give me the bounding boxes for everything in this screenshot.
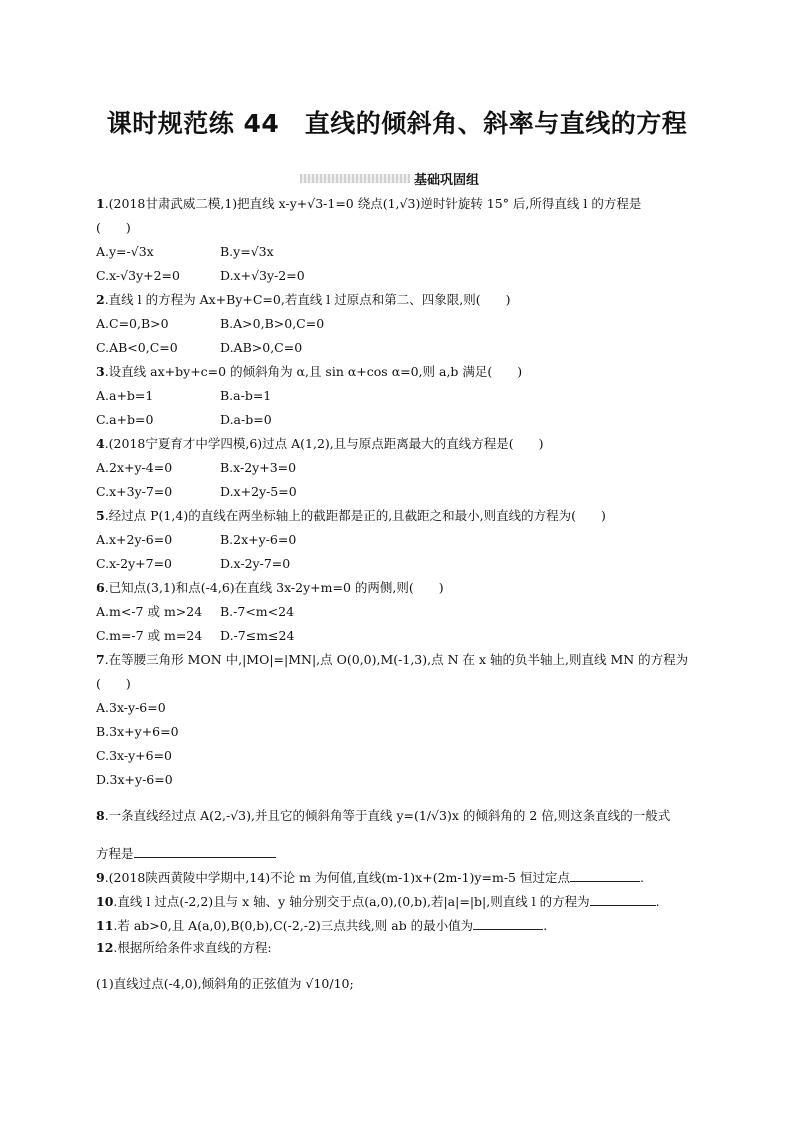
option-d: D.AB>0,C=0 (220, 340, 303, 355)
option-c: C.x-√3y+2=0 (96, 268, 180, 283)
option-c: C.x+3y-7=0 (96, 484, 173, 499)
option-b: B.A>0,B>0,C=0 (220, 316, 325, 331)
question-stem: 方程是 (96, 846, 134, 861)
question-stem: .在等腰三角形 MON 中,|MO|=|MN|,点 O(0,0),M(-1,3),点 N 在 x 轴的负半轴上,则直线 MN 的方程为 (104, 652, 689, 667)
question-end: . (639, 870, 644, 885)
question-stem: .(2018宁夏育才中学四模,6)过点 A(1,2),且与原点距离最大的直线方程是( ) (104, 436, 544, 451)
question-number: 9 (96, 870, 105, 885)
question-number: 5 (96, 508, 105, 523)
question-10 (96, 892, 660, 910)
question-number: 10 (96, 894, 114, 909)
question-stem: .直线 l 的方程为 Ax+By+C=0,若直线 l 过原点和第二、四象限,则( ) (104, 292, 511, 307)
question-7-paren: ( ) (96, 676, 131, 691)
question-number: 3 (96, 364, 105, 379)
question-stem: .(2018甘肃武威二模,1)把直线 x-y+√3-1=0 绕点(1,√3)逆时针旋转 15° 后,所得直线 l 的方程是 (104, 196, 642, 211)
option-d: D.3x+y-6=0 (96, 772, 173, 787)
question-12 (96, 940, 272, 956)
option-b: B.y=√3x (220, 244, 274, 259)
question-end: . (543, 918, 548, 933)
question-5 (96, 508, 606, 524)
question-3 (96, 364, 522, 380)
question-9 (96, 868, 644, 886)
option-b: B.2x+y-6=0 (220, 532, 297, 547)
question-8 (96, 808, 670, 824)
question-7 (96, 652, 688, 668)
option-c: C.a+b=0 (96, 412, 154, 427)
option-d: D.x+√3y-2=0 (220, 268, 305, 283)
page-title: 课时规范练 44 直线的倾斜角、斜率与直线的方程 (106, 109, 688, 138)
question-8-line2 (96, 844, 276, 862)
question-stem: .已知点(3,1)和点(-4,6)在直线 3x-2y+m=0 的两侧,则( ) (104, 580, 444, 595)
option-b: B.-7<m<24 (220, 604, 295, 619)
question-number: 7 (96, 652, 105, 667)
answer-blank[interactable] (473, 916, 543, 930)
option-c: C.3x-y+6=0 (96, 748, 173, 763)
question-1 (96, 196, 641, 212)
question-stem: .经过点 P(1,4)的直线在两坐标轴上的截距都是正的,且截距之和最小,则直线的方程为( ) (104, 508, 606, 523)
answer-blank[interactable] (590, 892, 656, 906)
question-stem: .直线 l 过点(-2,2)且与 x 轴、y 轴分别交于点(a,0),(0,b),若|a|=|b|,则直线 l 的方程为 (113, 894, 590, 909)
option-b: B.x-2y+3=0 (220, 460, 297, 475)
option-c: C.x-2y+7=0 (96, 556, 173, 571)
question-stem: .(2018陕西黄陵中学期中,14)不论 m 为何值,直线(m-1)x+(2m-1)y=m-5 恒过定点 (104, 870, 570, 885)
answer-blank[interactable] (134, 844, 276, 858)
option-d: D.a-b=0 (220, 412, 272, 427)
question-stem: .若 ab>0,且 A(a,0),B(0,b),C(-2,-2)三点共线,则 ab 的最小值为 (113, 918, 474, 933)
option-d: D.x-2y-7=0 (220, 556, 291, 571)
section-label: 基础巩固组 (414, 172, 480, 188)
question-end: . (655, 894, 660, 909)
option-d: D.x+2y-5=0 (220, 484, 297, 499)
option-a: A.m<-7 或 m>24 (96, 604, 203, 619)
question-stem: .设直线 ax+by+c=0 的倾斜角为 α,且 sin α+cos α=0,则 a,b 满足( ) (104, 364, 523, 379)
question-1-paren: ( ) (96, 220, 131, 235)
question-number: 2 (96, 292, 105, 307)
question-4 (96, 436, 544, 452)
section-header (300, 169, 479, 187)
question-11 (96, 916, 547, 934)
question-stem: .根据所给条件求直线的方程: (113, 940, 272, 955)
question-stem: .一条直线经过点 A(2,-√3),并且它的倾斜角等于直线 y=(1/√3)x 的倾斜角的 2 倍,则这条直线的一般式 (104, 808, 671, 823)
option-a: A.x+2y-6=0 (96, 532, 173, 547)
option-a: A.a+b=1 (96, 388, 154, 403)
option-a: A.C=0,B>0 (96, 316, 169, 331)
answer-blank[interactable] (570, 868, 640, 882)
question-number: 6 (96, 580, 105, 595)
option-c: C.m=-7 或 m=24 (96, 628, 203, 643)
question-number: 8 (96, 808, 105, 823)
option-b: B.3x+y+6=0 (96, 724, 179, 739)
question-number: 11 (96, 918, 114, 933)
question-12-part-1: (1)直线过点(-4,0),倾斜角的正弦值为 √10/10; (96, 976, 354, 991)
question-number: 12 (96, 940, 114, 955)
question-number: 4 (96, 436, 105, 451)
question-number: 1 (96, 196, 105, 211)
question-2 (96, 292, 511, 308)
option-c: C.AB<0,C=0 (96, 340, 178, 355)
option-d: D.-7≤m≤24 (220, 628, 295, 643)
section-decor-bar (300, 174, 410, 183)
question-6 (96, 580, 444, 596)
option-b: B.a-b=1 (220, 388, 272, 403)
option-a: A.y=-√3x (96, 244, 154, 259)
option-a: A.3x-y-6=0 (96, 700, 166, 715)
option-a: A.2x+y-4=0 (96, 460, 173, 475)
